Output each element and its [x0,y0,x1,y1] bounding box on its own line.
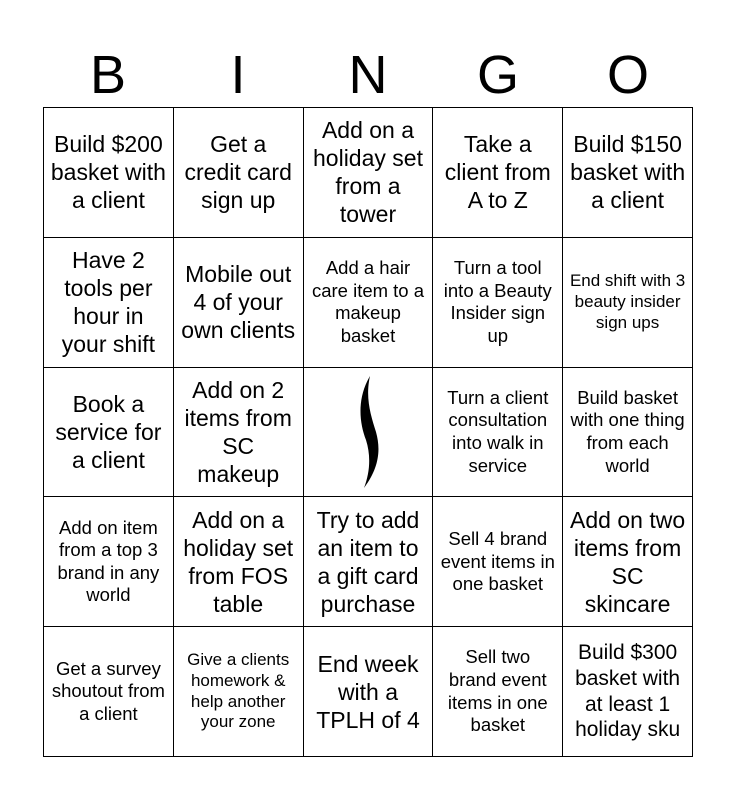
header-letter-n: N [348,45,388,105]
flame-logo-icon [353,376,383,488]
header-letter-o: O [606,45,649,105]
bingo-cell[interactable] [174,238,304,368]
cell-text: Build $200 basket with a client [50,131,166,214]
bingo-cell[interactable] [44,627,174,757]
bingo-cell[interactable] [433,627,563,757]
cell-text: Add on a holiday set from a tower [313,117,423,228]
bingo-cell[interactable] [433,368,563,498]
cell-text: Sell two brand event items in one basket [447,646,548,736]
bingo-cell[interactable] [304,627,434,757]
cell-text: Add on a holiday set from FOS table [183,506,294,617]
bingo-board [43,107,693,757]
cell-text: End week with a TPLH of 4 [316,650,420,733]
bingo-cell[interactable] [563,108,693,238]
cell-text: Add a hair care item to a makeup basket [311,257,425,346]
cell-text: Add on 2 items from SC makeup [184,376,292,488]
cell-text: Try to add an item to a gift card purchase [316,506,420,617]
bingo-cell[interactable] [174,108,304,238]
bingo-cell[interactable] [304,238,434,368]
cell-text: Sell 4 brand event items in one basket [440,527,555,595]
bingo-cell[interactable] [44,238,174,368]
bingo-cell[interactable] [433,497,563,627]
cell-text: Get a survey shoutout from a client [51,657,165,724]
bingo-cell[interactable] [304,497,434,627]
bingo-cell[interactable] [563,627,693,757]
cell-text: Get a credit card sign up [184,131,292,214]
header-letter-b: B [89,45,127,105]
cell-text: Give a clients homework & help another your zone [187,650,290,732]
bingo-cell[interactable] [433,238,563,368]
bingo-header [43,44,693,106]
cell-text: Build $150 basket with a client [570,131,686,214]
free-space[interactable] [304,368,434,498]
bingo-cell[interactable] [44,497,174,627]
header-letter-g: G [476,45,519,105]
bingo-cell[interactable] [563,238,693,368]
bingo-cell[interactable] [174,627,304,757]
cell-text: Turn a tool into a Beauty Insider sign up [443,257,552,346]
bingo-cell[interactable] [44,108,174,238]
cell-text: Build $300 basket with at least 1 holiday sku [575,641,681,742]
bingo-cell[interactable] [433,108,563,238]
cell-text: Add on two items from SC skincare [570,506,686,617]
cell-text: Take a client from A to Z [444,131,551,214]
bingo-cell[interactable] [304,108,434,238]
bingo-cell[interactable] [563,368,693,498]
bingo-cell[interactable] [174,497,304,627]
cell-text: Turn a client consultation into walk in service [447,386,549,476]
cell-text: Mobile out 4 of your own clients [181,261,296,344]
cell-text: Have 2 tools per hour in your shift [61,247,156,358]
bingo-cell[interactable] [563,497,693,627]
header-letter-i: I [230,45,246,105]
cell-text: Add on item from a top 3 brand in any world [57,516,160,606]
bingo-cell[interactable] [44,368,174,498]
cell-text: Build basket with one thing from each world [570,386,685,476]
cell-text: Book a service for a client [55,390,162,474]
bingo-cell[interactable] [174,368,304,498]
cell-text: End shift with 3 beauty insider sign ups [569,271,686,332]
